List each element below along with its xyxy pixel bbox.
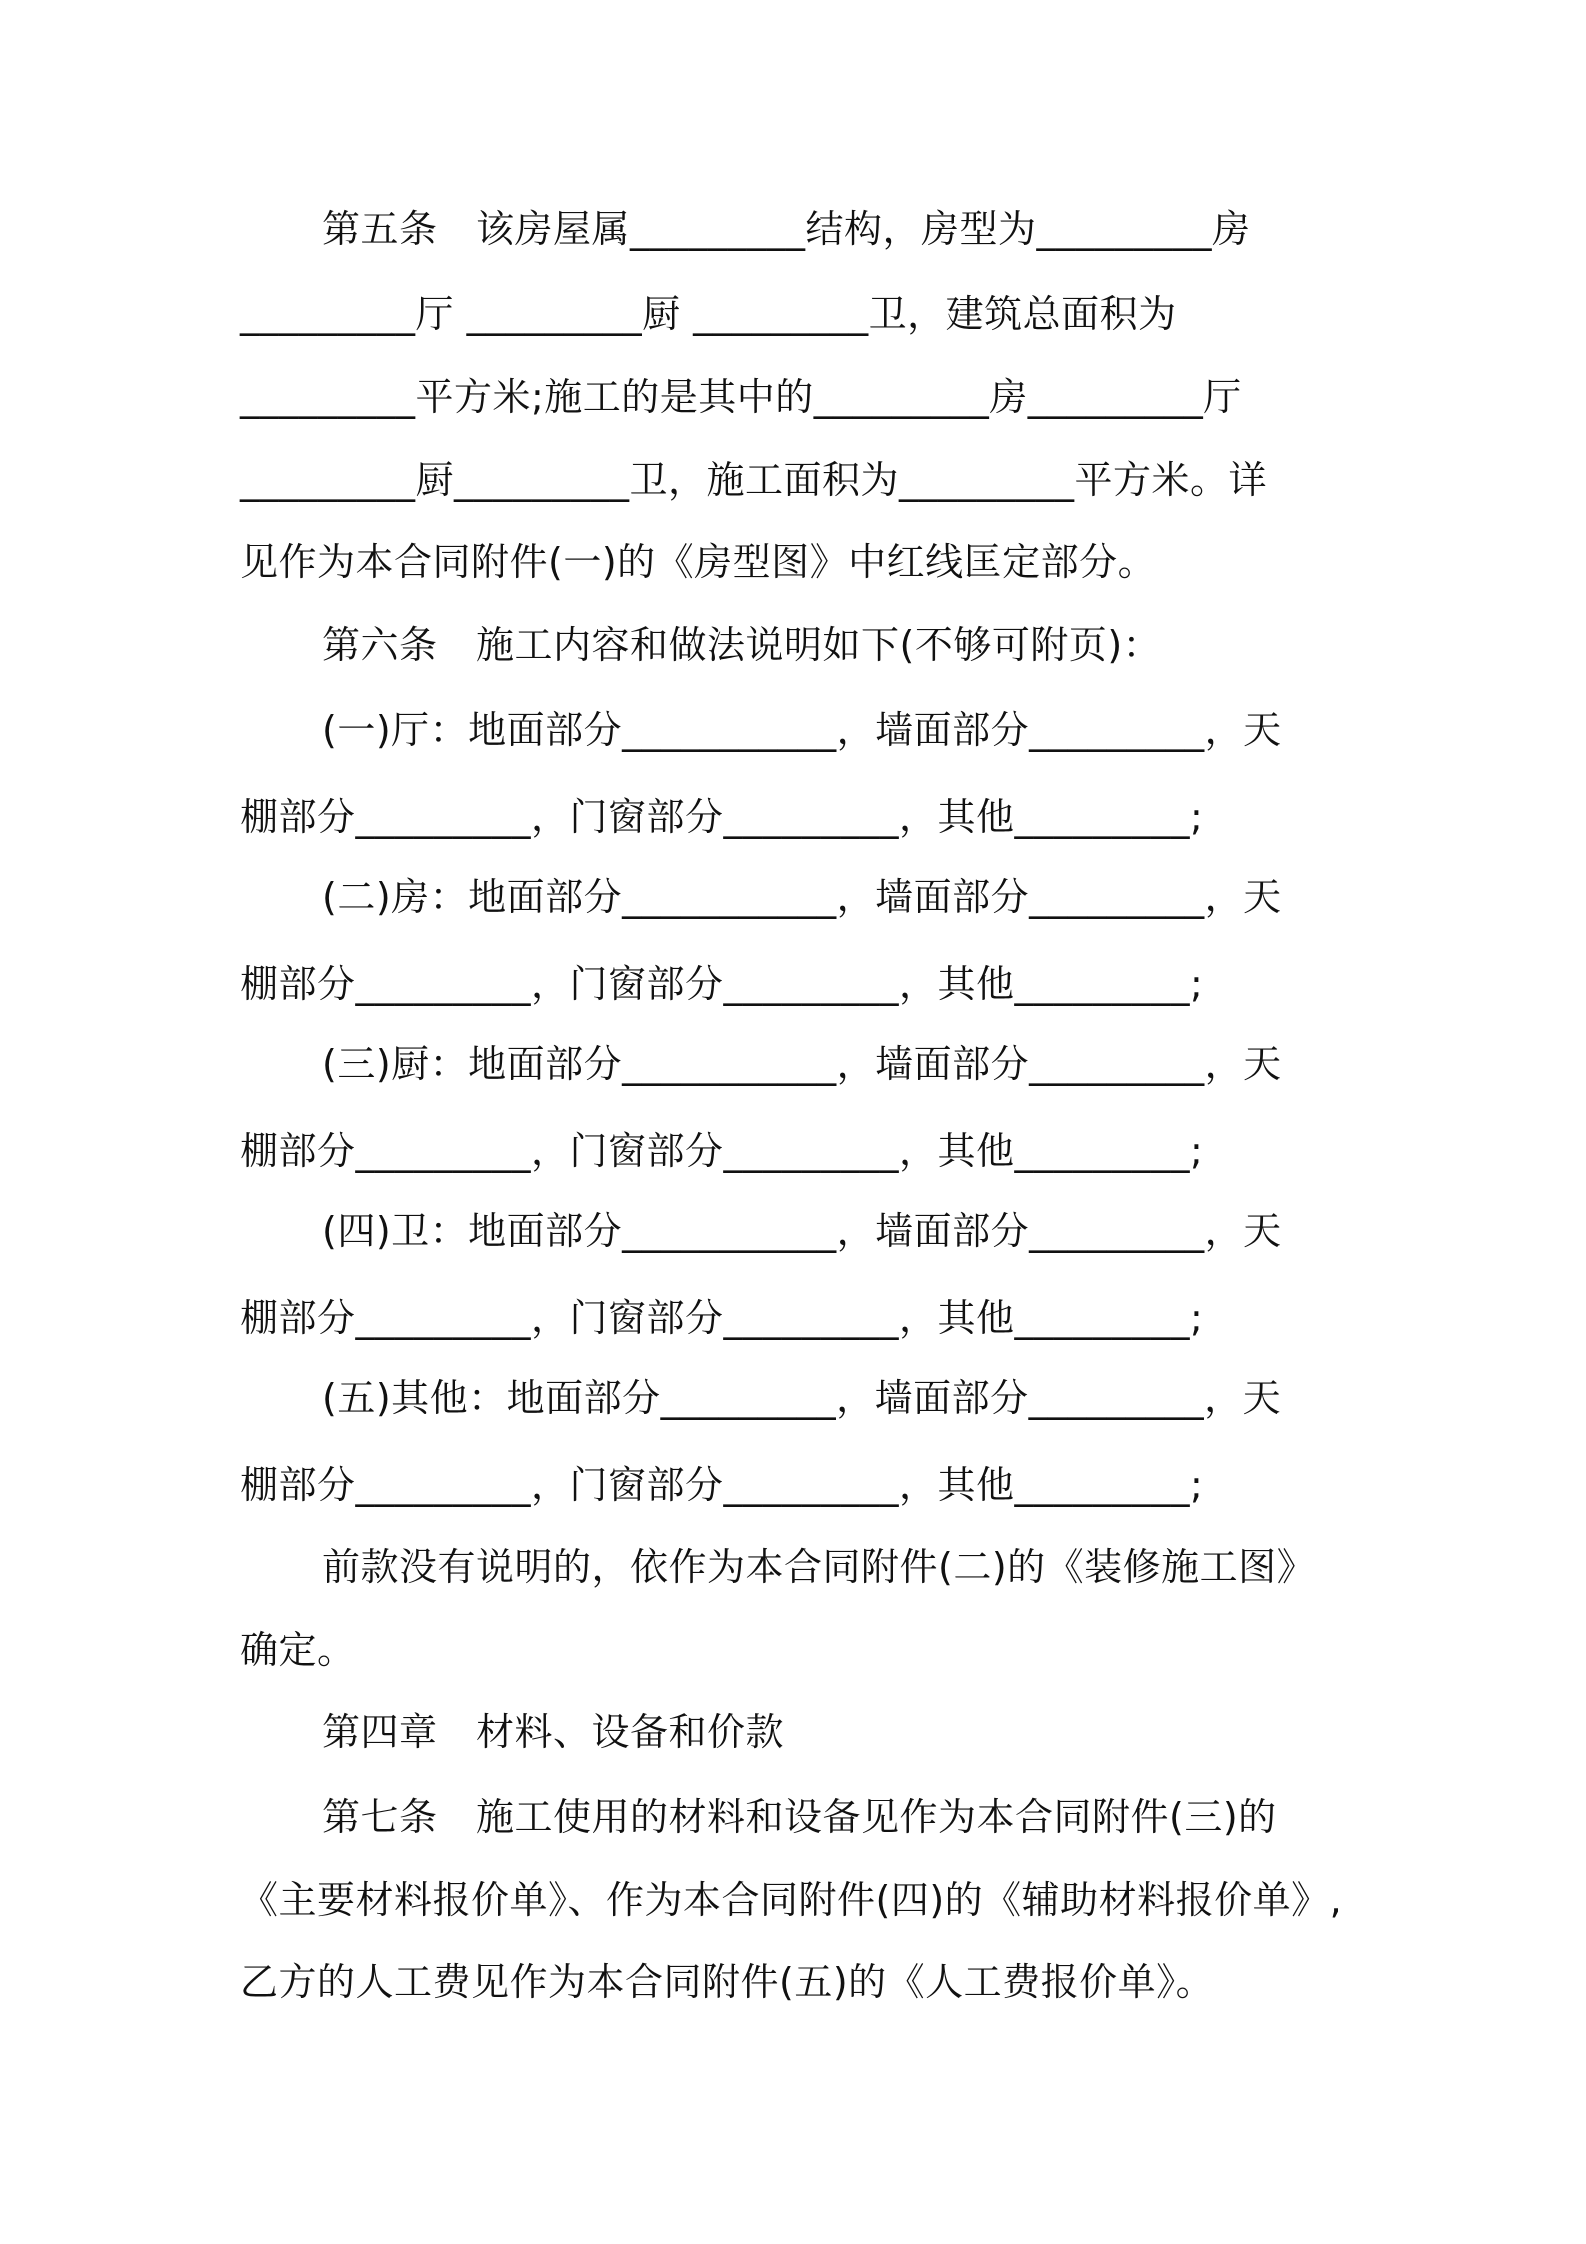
item-3-line-2: 棚部分_________，门窗部分_________，其他_________;: [240, 1129, 1204, 1173]
article-5-line-2: _________厅 _________厨 _________卫，建筑总面积为: [240, 292, 1177, 336]
item-3-line-1: (三)厨：地面部分___________，墙面部分_________，天: [322, 1042, 1282, 1086]
item-2-line-1: (二)房：地面部分___________，墙面部分_________，天: [322, 875, 1282, 919]
article-5-line-5: 见作为本合同附件(一)的《房型图》中红线匡定部分。: [240, 540, 1157, 584]
article-6-heading: 第六条 施工内容和做法说明如下(不够可附页)：: [322, 623, 1162, 667]
article-7-line-3: 乙方的人工费见作为本合同附件(五)的《人工费报价单》。: [240, 1960, 1215, 2004]
item-1-line-2: 棚部分_________，门窗部分_________，其他_________;: [240, 795, 1204, 839]
item-1-line-1: (一)厅：地面部分___________，墙面部分_________，天: [322, 708, 1282, 752]
item-5-line-1: (五)其他：地面部分_________，墙面部分_________，天: [322, 1376, 1282, 1420]
chapter-4-heading: 第四章 材料、设备和价款: [322, 1710, 785, 1754]
article-5-line-1: 第五条 该房屋属_________结构，房型为_________房: [322, 207, 1251, 251]
item-2-line-2: 棚部分_________，门窗部分_________，其他_________;: [240, 962, 1204, 1006]
item-5-line-2: 棚部分_________，门窗部分_________，其他_________;: [240, 1463, 1204, 1507]
article-5-line-3: _________平方米;施工的是其中的_________房_________厅: [240, 375, 1242, 419]
article-5-line-4: _________厨_________卫，施工面积为_________平方米。详: [240, 458, 1268, 502]
item-4-line-1: (四)卫：地面部分___________，墙面部分_________，天: [322, 1209, 1282, 1253]
note-line-1: 前款没有说明的，依作为本合同附件(二)的《装修施工图》: [322, 1545, 1316, 1589]
item-4-line-2: 棚部分_________，门窗部分_________，其他_________;: [240, 1296, 1204, 1340]
note-line-2: 确定。: [240, 1628, 356, 1672]
article-7-line-2: 《主要材料报价单》、作为本合同附件(四)的《辅助材料报价单》,: [240, 1878, 1343, 1922]
article-7-line-1: 第七条 施工使用的材料和设备见作为本合同附件(三)的: [322, 1795, 1277, 1839]
